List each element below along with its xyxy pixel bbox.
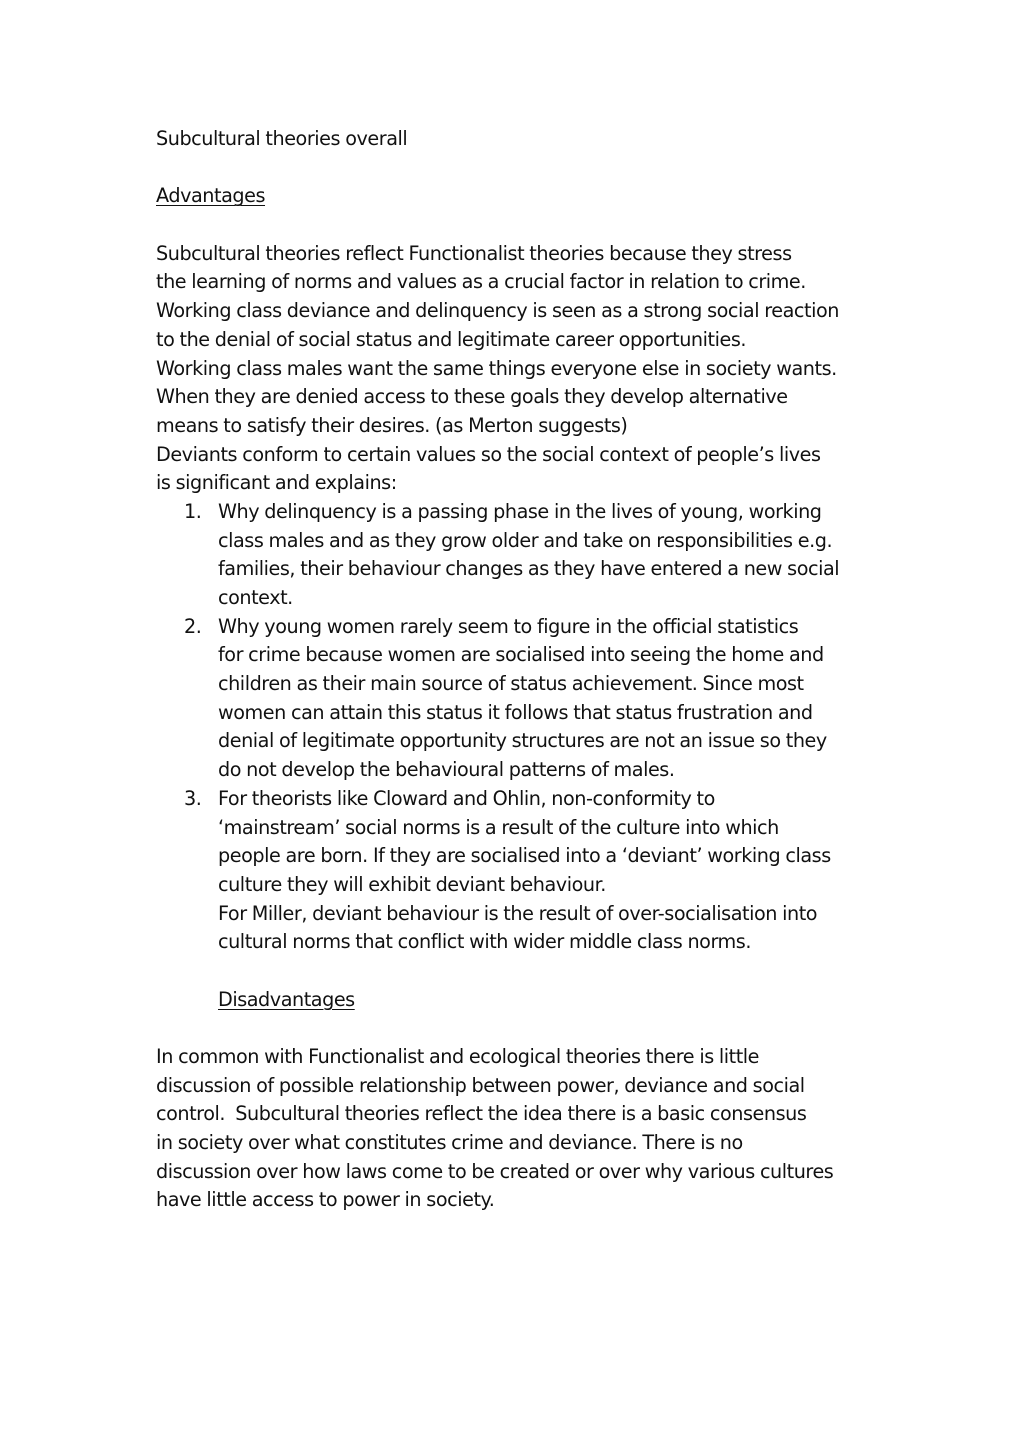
- list-line: people are born. If they are socialised into a ‘deviant’ working class: [218, 844, 831, 868]
- list-line: cultural norms that conflict with wider middle class norms.: [218, 930, 751, 954]
- paragraph-line: Working class males want the same things everyone else in society wants.: [156, 356, 837, 380]
- list-line: denial of legitimate opportunity structures are not an issue so they: [218, 729, 827, 753]
- list-line: do not develop the behavioural patterns of males.: [218, 758, 675, 782]
- disadvantages-paragraph: [156, 1043, 886, 1215]
- list-item-3: [156, 785, 886, 957]
- document-title: Subcultural theories overall: [156, 127, 408, 150]
- paragraph-line: When they are denied access to these goals they develop alternative: [156, 385, 788, 409]
- advantages-heading-text: Advantages: [156, 184, 266, 208]
- paragraph-line: discussion of possible relationship between power, deviance and social: [156, 1073, 805, 1097]
- paragraph-line: Working class deviance and delinquency is seen as a strong social reaction: [156, 299, 839, 323]
- list-line: ‘mainstream’ social norms is a result of the culture into which: [218, 815, 779, 839]
- list-number: 3.: [184, 786, 202, 810]
- list-line: women can attain this status it follows that status frustration and: [218, 700, 813, 724]
- paragraph-line: the learning of norms and values as a crucial factor in relation to crime.: [156, 270, 806, 294]
- paragraph-line: to the denial of social status and legitimate career opportunities.: [156, 327, 747, 351]
- paragraph-line: Deviants conform to certain values so the social context of people’s lives: [156, 442, 821, 466]
- spacer: [156, 957, 886, 986]
- advantages-intro: [156, 240, 886, 498]
- list-item-1: [156, 498, 886, 613]
- list-line: class males and as they grow older and take on responsibilities e.g.: [218, 528, 833, 552]
- paragraph-line: discussion over how laws come to be created or over why various cultures: [156, 1159, 834, 1183]
- paragraph-line: In common with Functionalist and ecological theories there is little: [156, 1045, 760, 1068]
- paragraph-line: Subcultural theories reflect Functionalist theories because they stress: [156, 241, 792, 265]
- advantages-heading: [156, 182, 886, 211]
- list-line: For Miller, deviant behaviour is the result of over-socialisation into: [218, 901, 818, 925]
- paragraph-line: means to satisfy their desires. (as Merton suggests): [156, 413, 628, 437]
- paragraph-line: control. Subcultural theories reflect the idea there is a basic consensus: [156, 1102, 807, 1126]
- paragraph-line: have little access to power in society.: [156, 1188, 495, 1212]
- disadvantages-heading-text: Disadvantages: [218, 987, 355, 1011]
- list-number: 1.: [184, 499, 202, 523]
- list-line: families, their behaviour changes as they have entered a new social: [218, 557, 840, 581]
- paragraph-line: in society over what constitutes crime and deviance. There is no: [156, 1131, 743, 1155]
- list-line: children as their main source of status achievement. Since most: [218, 672, 804, 696]
- list-line: culture they will exhibit deviant behaviour.: [218, 872, 606, 896]
- list-number: 2.: [184, 614, 202, 638]
- spacer: [156, 154, 886, 183]
- list-line: Why young women rarely seem to figure in the official statistics: [218, 614, 799, 638]
- paragraph-line: is significant and explains:: [156, 471, 397, 495]
- list-line: Why delinquency is a passing phase in the lives of young, working: [218, 499, 822, 523]
- list-line: for crime because women are socialised into seeing the home and: [218, 643, 824, 667]
- list-item-2: [156, 613, 886, 785]
- document-page: [156, 125, 886, 1215]
- spacer: [156, 1014, 886, 1043]
- list-line: context.: [218, 586, 293, 609]
- spacer: [156, 211, 886, 240]
- disadvantages-heading: [156, 986, 886, 1015]
- list-line: For theorists like Cloward and Ohlin, non-conformity to: [218, 786, 715, 810]
